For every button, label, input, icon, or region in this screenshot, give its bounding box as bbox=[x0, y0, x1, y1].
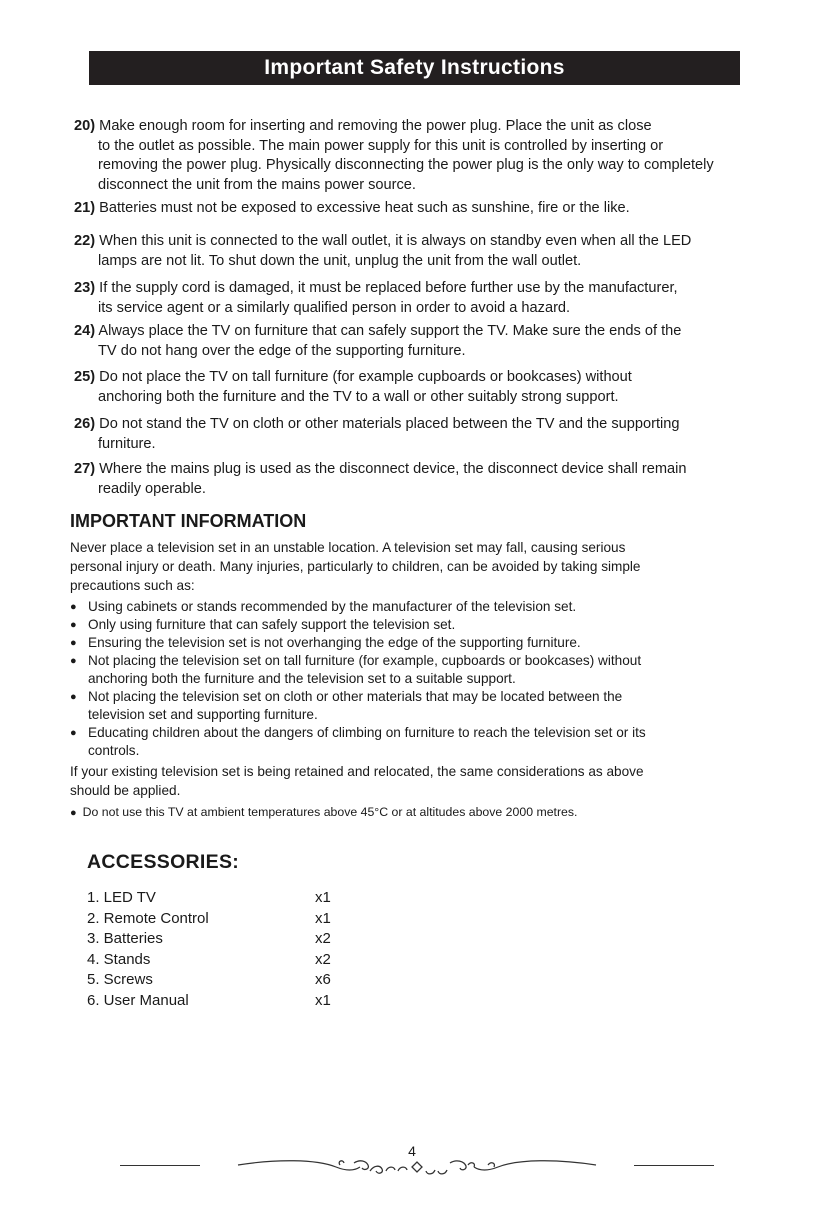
safety-item-22 bbox=[74, 232, 764, 271]
item-number: 23) bbox=[74, 280, 96, 296]
important-information-heading: IMPORTANT INFORMATION bbox=[70, 511, 307, 531]
page-number: 4 bbox=[408, 1143, 416, 1159]
bullet-text: Ensuring the television set is not overhanging the edge of the supporting furniture. bbox=[88, 635, 581, 650]
list-item bbox=[87, 970, 387, 991]
accessories-list bbox=[87, 888, 387, 1012]
bullet-icon: ● bbox=[70, 655, 77, 667]
list-item bbox=[70, 634, 750, 652]
accessory-name: 4. Stands bbox=[87, 950, 151, 968]
list-item bbox=[70, 652, 750, 688]
bullet-text: television set and supporting furniture. bbox=[88, 707, 318, 722]
safety-item-26 bbox=[74, 415, 764, 454]
outro-line: should be applied. bbox=[70, 783, 181, 798]
page-title: Important Safety Instructions bbox=[89, 51, 740, 85]
item-text: If the supply cord is damaged, it must be replaced before further use by the manufacturer, bbox=[99, 280, 678, 296]
list-item bbox=[87, 950, 387, 971]
bullet-icon: ● bbox=[70, 807, 77, 819]
item-text: Do not place the TV on tall furniture (for example cupboards or bookcases) without bbox=[99, 369, 632, 385]
item-number: 25) bbox=[74, 369, 96, 385]
important-information-outro bbox=[70, 762, 750, 800]
bullet-text: Only using furniture that can safely support the television set. bbox=[88, 617, 456, 632]
item-number: 26) bbox=[74, 416, 96, 432]
item-text: disconnect the unit from the mains power source. bbox=[98, 176, 416, 193]
bullet-text: Not placing the television set on tall furniture (for example, cupboards or bookcases) without bbox=[88, 653, 642, 668]
item-number: 27) bbox=[74, 461, 96, 477]
bullet-icon: ● bbox=[70, 691, 77, 703]
item-number: 24) bbox=[74, 323, 96, 339]
accessory-name: 2. Remote Control bbox=[87, 909, 209, 927]
item-text: anchoring both the furniture and the TV to a wall or other suitably strong support. bbox=[98, 388, 619, 405]
item-number: 20) bbox=[74, 118, 96, 134]
accessory-name: 5. Screws bbox=[87, 971, 153, 989]
accessory-quantity: x2 bbox=[315, 930, 331, 948]
bullet-icon: ● bbox=[70, 637, 77, 649]
item-text: Batteries must not be exposed to excessive heat such as sunshine, fire or the like. bbox=[99, 200, 630, 216]
accessory-quantity: x6 bbox=[315, 971, 331, 989]
item-number: 22) bbox=[74, 233, 96, 249]
item-text: Make enough room for inserting and removing the power plug. Place the unit as close bbox=[99, 118, 652, 134]
bullet-text: Educating children about the dangers of climbing on furniture to reach the television set or its bbox=[88, 725, 646, 740]
intro-line: personal injury or death. Many injuries, particularly to children, can be avoided by taking simple bbox=[70, 559, 641, 574]
accessory-name: 3. Batteries bbox=[87, 930, 163, 948]
safety-item-25 bbox=[74, 368, 764, 407]
accessory-name: 1. LED TV bbox=[87, 889, 156, 906]
bullet-icon: ● bbox=[70, 619, 77, 631]
list-item bbox=[87, 991, 387, 1012]
accessory-quantity: x1 bbox=[315, 991, 331, 1009]
note-text: Do not use this TV at ambient temperatures above 45°C or at altitudes above 2000 metres. bbox=[82, 805, 578, 819]
bullet-text: Using cabinets or stands recommended by the manufacturer of the television set. bbox=[88, 599, 577, 614]
accessories-heading: ACCESSORIES: bbox=[87, 851, 240, 873]
footer-rule-right bbox=[634, 1165, 714, 1166]
intro-line: Never place a television set in an unstable location. A television set may fall, causing serious bbox=[70, 540, 626, 555]
list-item bbox=[87, 888, 387, 909]
list-item bbox=[70, 616, 750, 634]
list-item bbox=[70, 688, 750, 724]
important-information-intro bbox=[70, 538, 750, 595]
outro-line: If your existing television set is being retained and relocated, the same considerations as above bbox=[70, 764, 644, 779]
safety-item-23 bbox=[74, 279, 764, 318]
item-text: its service agent or a similarly qualified person in order to avoid a hazard. bbox=[98, 299, 571, 316]
accessory-quantity: x1 bbox=[315, 889, 331, 906]
bullet-icon: ● bbox=[70, 601, 77, 613]
list-item bbox=[70, 724, 750, 760]
item-text: lamps are not lit. To shut down the unit, unplug the unit from the wall outlet. bbox=[98, 252, 582, 269]
accessory-name: 6. User Manual bbox=[87, 991, 189, 1009]
list-item bbox=[87, 929, 387, 950]
accessory-quantity: x2 bbox=[315, 950, 331, 968]
item-text: removing the power plug. Physically disconnecting the power plug is the only way to completely bbox=[98, 157, 714, 173]
precautions-list bbox=[70, 598, 750, 760]
safety-item-20 bbox=[74, 117, 764, 195]
bullet-icon: ● bbox=[70, 727, 77, 739]
item-text: When this unit is connected to the wall outlet, it is always on standby even when all the LED bbox=[99, 233, 692, 249]
item-text: readily operable. bbox=[98, 480, 206, 497]
item-text: TV do not hang over the edge of the supporting furniture. bbox=[98, 342, 466, 359]
list-item bbox=[87, 909, 387, 930]
intro-line: precautions such as: bbox=[70, 578, 195, 593]
item-text: Where the mains plug is used as the disconnect device, the disconnect device shall remain bbox=[99, 461, 687, 477]
accessory-quantity: x1 bbox=[315, 909, 331, 927]
bullet-text: anchoring both the furniture and the television set to a suitable support. bbox=[88, 671, 516, 686]
safety-item-21 bbox=[74, 199, 764, 219]
bullet-text: controls. bbox=[88, 743, 140, 758]
item-text: furniture. bbox=[98, 435, 156, 452]
safety-item-27 bbox=[74, 460, 764, 499]
item-text: Do not stand the TV on cloth or other materials placed between the TV and the supporting bbox=[99, 416, 680, 432]
safety-item-24 bbox=[74, 322, 764, 361]
footer-ornament-icon bbox=[236, 1153, 598, 1177]
item-text: to the outlet as possible. The main power supply for this unit is controlled by inserting or bbox=[98, 137, 664, 154]
bullet-text: Not placing the television set on cloth or other materials that may be located between the bbox=[88, 689, 623, 704]
temperature-note bbox=[70, 805, 577, 819]
item-text: Always place the TV on furniture that can safely support the TV. Make sure the ends of the bbox=[98, 323, 682, 339]
item-number: 21) bbox=[74, 200, 96, 216]
footer-rule-left bbox=[120, 1165, 200, 1166]
list-item bbox=[70, 598, 750, 616]
